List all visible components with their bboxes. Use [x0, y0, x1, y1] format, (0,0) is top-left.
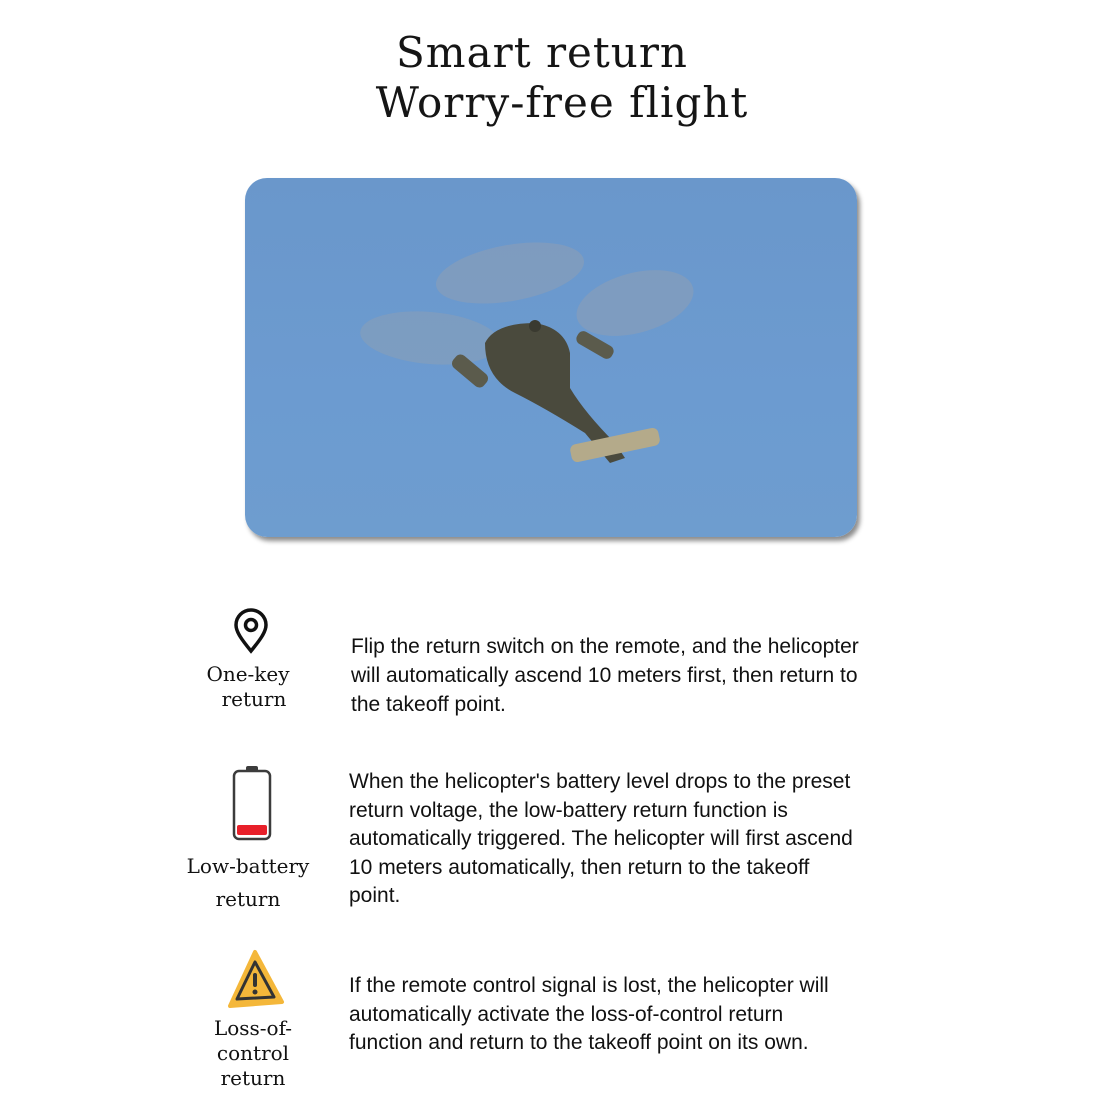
feature-desc-low-battery [349, 768, 853, 911]
desc-line: When the helicopter's battery level drops to the preset [349, 770, 851, 793]
desc-line: If the remote control signal is lost, the helicopter will [349, 974, 829, 997]
desc-line: return voltage, the low-battery return function is [349, 798, 788, 822]
label-line: return [221, 687, 287, 711]
low-battery-icon [231, 765, 273, 846]
feature-label-loss-of-control [178, 1016, 328, 1091]
warning-icon [224, 948, 286, 1015]
title-line-2: Worry-free flight [375, 78, 749, 127]
desc-line: automatically triggered. The helicopter will first ascend [349, 827, 853, 850]
feature-label-low-battery [183, 850, 313, 916]
desc-line: 10 meters automatically, then return to the takeoff [349, 855, 810, 879]
label-line: Loss-of-control [213, 1016, 293, 1065]
feature-desc-loss-of-control [349, 972, 829, 1058]
desc-line: point. [349, 884, 401, 907]
helicopter-photo [245, 178, 857, 537]
label-line: return [215, 887, 281, 911]
label-line: Low-battery [186, 854, 310, 878]
title-line-1: Smart return [396, 28, 688, 77]
label-line: return [220, 1066, 286, 1090]
desc-line: will automatically ascend 10 meters first, then return to [351, 664, 858, 687]
desc-line: Flip the return switch on the remote, and the helicopter [351, 635, 859, 658]
desc-line: the takeoff point. [351, 693, 506, 716]
map-pin-icon [232, 608, 270, 659]
feature-desc-one-key [351, 632, 859, 719]
label-line: One-key [206, 662, 290, 686]
feature-label-one-key [188, 662, 308, 712]
desc-line: function and return to the takeoff point on its own. [349, 1031, 809, 1054]
desc-line: automatically activate the loss-of-control return [349, 1002, 784, 1026]
